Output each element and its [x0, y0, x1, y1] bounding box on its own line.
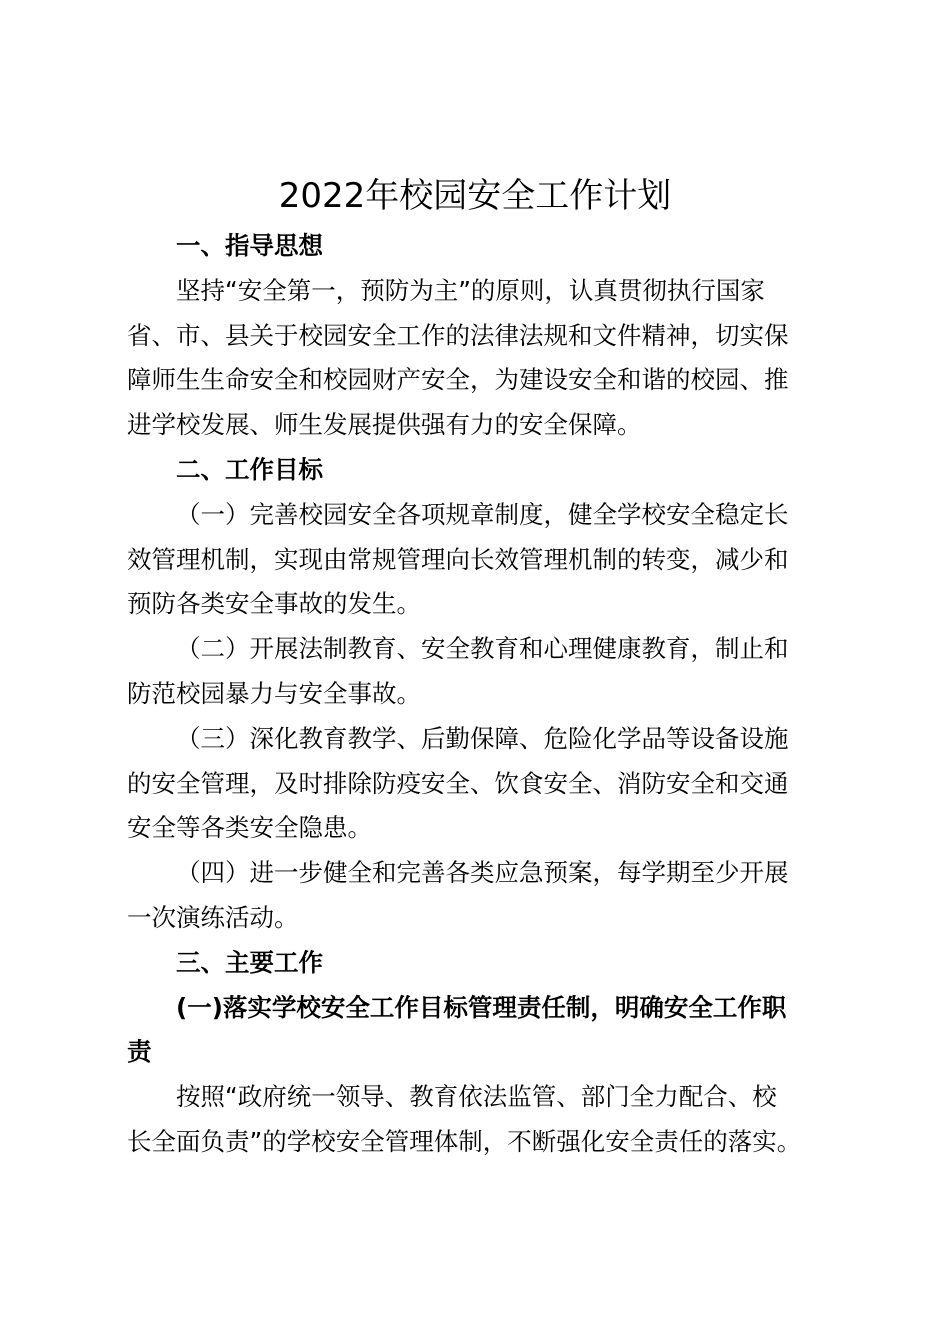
text-line: 长全面负责”的学校安全管理体制，不断强化安全责任的落实。: [127, 1126, 802, 1156]
text-line: 防范校园暴力与安全事故。: [127, 678, 421, 708]
text-line: 的安全管理，及时排除防疫安全、饮食安全、消防安全和交通: [127, 768, 789, 798]
text-line: （四）进一步健全和完善各类应急预案，每学期至少开展: [176, 858, 789, 888]
text-line: （三）深化教育教学、后勤保障、危险化学品等设备设施: [176, 723, 789, 753]
goal-item-4: [127, 851, 833, 941]
goal-item-1: [127, 493, 833, 627]
section-heading-work-goals: 二、工作目标: [176, 454, 323, 484]
document-title: 2022年校园安全工作计划: [278, 176, 672, 216]
text-line: 按照“政府统一领导、教育依法监管、部门全力配合、校: [176, 1082, 777, 1112]
text-line: 坚持“安全第一，预防为主”的原则，认真贯彻执行国家: [176, 275, 765, 305]
goal-item-3: [127, 717, 833, 851]
text-line: （二）开展法制教育、安全教育和心理健康教育，制止和: [176, 634, 789, 664]
text-line: 安全等各类安全隐患。: [127, 813, 372, 843]
text-line: 责: [127, 1037, 152, 1067]
text-line: 一次演练活动。: [127, 902, 299, 932]
text-line: 进学校发展、师生发展提供强有力的安全保障。: [127, 410, 642, 440]
text-line: 障师生生命安全和校园财产安全，为建设安全和谐的校园、推: [127, 365, 789, 395]
goal-item-2: [127, 627, 833, 717]
text-line: (一)落实学校安全工作目标管理责任制，明确安全工作职: [176, 992, 787, 1022]
paragraph-responsibility: [127, 1075, 833, 1165]
text-line: 省、市、县关于校园安全工作的法律法规和文件精神，切实保: [127, 320, 789, 350]
section-heading-main-work: 三、主要工作: [176, 947, 323, 977]
subsection-heading-responsibility: [127, 986, 833, 1076]
text-line: （一）完善校园安全各项规章制度，健全学校安全稳定长: [176, 499, 789, 529]
text-line: 效管理机制，实现由常规管理向长效管理机制的转变，减少和: [127, 544, 789, 574]
text-line: 预防各类安全事故的发生。: [127, 589, 421, 619]
document-body: [127, 224, 833, 1165]
section-heading-guiding-ideology: 一、指导思想: [176, 231, 323, 260]
paragraph-guiding-ideology: [127, 269, 833, 448]
